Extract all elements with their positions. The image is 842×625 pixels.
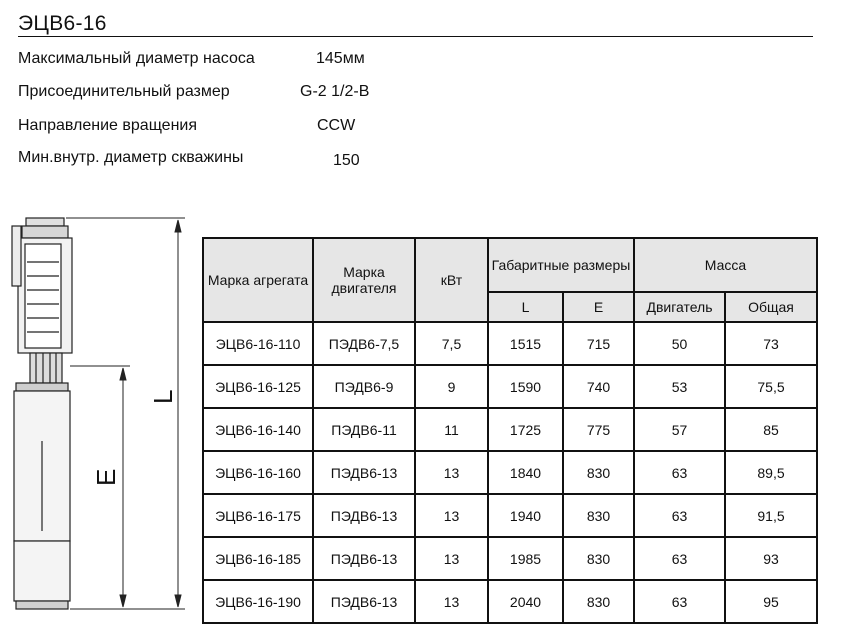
cell-kw: 13 [415, 580, 488, 623]
cell-motor: ПЭДВ6-13 [313, 580, 415, 623]
cell-unit: ЭЦВ6-16-160 [203, 451, 313, 494]
header-mass: Масса [634, 238, 817, 292]
dimension-label-e: E [91, 468, 121, 486]
header-dimensions: Габаритные размеры [488, 238, 634, 292]
cell-mass-motor: 53 [634, 365, 725, 408]
spec-label-rotation: Направление вращения [18, 117, 198, 134]
overall-length-dimension [66, 218, 185, 609]
dimension-label-l: L [148, 389, 178, 404]
cell-kw: 9 [415, 365, 488, 408]
header-dim-e: E [563, 292, 634, 322]
header-mass-total: Общая [725, 292, 817, 322]
cell-l: 1985 [488, 537, 563, 580]
cell-motor: ПЭДВ6-9 [313, 365, 415, 408]
cell-mass-total: 95 [725, 580, 817, 623]
table-row [203, 365, 817, 408]
cell-unit: ЭЦВ6-16-125 [203, 365, 313, 408]
cell-mass-total: 85 [725, 408, 817, 451]
cell-unit: ЭЦВ6-16-140 [203, 408, 313, 451]
cell-mass-total: 93 [725, 537, 817, 580]
cell-kw: 7,5 [415, 322, 488, 365]
header-dim-l: L [488, 292, 563, 322]
cell-l: 1515 [488, 322, 563, 365]
cell-unit: ЭЦВ6-16-185 [203, 537, 313, 580]
spec-value-min-well-diameter: 150 [333, 152, 360, 169]
cell-l: 1725 [488, 408, 563, 451]
cell-mass-motor: 63 [634, 451, 725, 494]
cell-e: 830 [563, 451, 634, 494]
spec-value-connection-size: G-2 1/2-B [300, 83, 370, 100]
cell-l: 2040 [488, 580, 563, 623]
table-row [203, 580, 817, 623]
spec-label-min-well-diameter: Мин.внутр. диаметр скважины [18, 149, 244, 166]
pump-drawing [0, 205, 200, 625]
cell-mass-motor: 50 [634, 322, 725, 365]
cell-kw: 13 [415, 537, 488, 580]
cell-motor: ПЭДВ6-11 [313, 408, 415, 451]
cell-l: 1840 [488, 451, 563, 494]
cell-unit: ЭЦВ6-16-190 [203, 580, 313, 623]
title-divider [18, 36, 813, 37]
cell-l: 1940 [488, 494, 563, 537]
cell-motor: ПЭДВ6-13 [313, 537, 415, 580]
header-unit-model: Марка агрегата [203, 238, 313, 322]
header-power: кВт [415, 238, 488, 322]
cell-motor: ПЭДВ6-13 [313, 494, 415, 537]
cell-e: 775 [563, 408, 634, 451]
pump-outline [12, 218, 72, 609]
header-mass-motor: Двигатель [634, 292, 725, 322]
cell-e: 830 [563, 580, 634, 623]
cell-mass-total: 73 [725, 322, 817, 365]
spec-label-connection-size: Присоединительный размер [18, 83, 230, 100]
cell-kw: 13 [415, 494, 488, 537]
cell-motor: ПЭДВ6-7,5 [313, 322, 415, 365]
cell-mass-motor: 63 [634, 537, 725, 580]
spec-value-rotation: CCW [317, 117, 356, 134]
models-table [202, 237, 818, 624]
cell-kw: 13 [415, 451, 488, 494]
cell-mass-total: 75,5 [725, 365, 817, 408]
spec-label-max-diameter: Максимальный диаметр насоса [18, 50, 255, 67]
header-motor-model: Марка двигателя [313, 238, 415, 322]
page-title: ЭЦВ6-16 [18, 12, 107, 35]
cell-mass-total: 89,5 [725, 451, 817, 494]
spec-value-max-diameter: 145мм [316, 50, 365, 67]
cell-mass-motor: 63 [634, 580, 725, 623]
cell-mass-motor: 63 [634, 494, 725, 537]
cell-unit: ЭЦВ6-16-110 [203, 322, 313, 365]
table-row [203, 537, 817, 580]
cell-e: 830 [563, 537, 634, 580]
table-row [203, 408, 817, 451]
cell-kw: 11 [415, 408, 488, 451]
cell-l: 1590 [488, 365, 563, 408]
cell-motor: ПЭДВ6-13 [313, 451, 415, 494]
cell-e: 830 [563, 494, 634, 537]
table-row [203, 451, 817, 494]
cell-mass-total: 91,5 [725, 494, 817, 537]
cell-unit: ЭЦВ6-16-175 [203, 494, 313, 537]
cell-e: 740 [563, 365, 634, 408]
cell-e: 715 [563, 322, 634, 365]
table-row [203, 322, 817, 365]
cell-mass-motor: 57 [634, 408, 725, 451]
table-row [203, 494, 817, 537]
